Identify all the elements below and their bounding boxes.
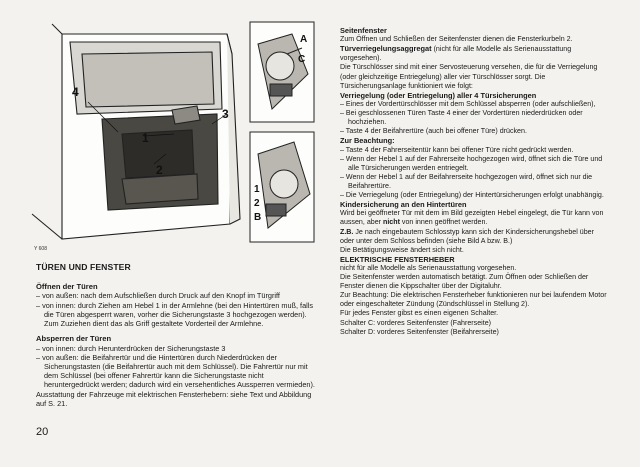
list-item: – Wenn der Hebel 1 auf der Beifahrerseite hochgezogen wird, öffnet sich nur die Beifahrertüre. (340, 173, 610, 191)
door-drawing (22, 14, 318, 254)
kindersicherung-text (340, 209, 610, 227)
subhead-seitenfenster: Seitenfenster (340, 26, 387, 35)
tuerverriegelung-text: Die Türschlösser sind mit einer Servosteuerung versehen, die für die Verriegelung (oder gleichzeitige Entriegelung) aller vier Türschlösser sorgt. Die Türsicherungsanlage funktioniert wie folgt: (340, 63, 598, 90)
zb-label: Z.B. (340, 227, 354, 236)
subhead-absperren: Absperren der Türen (36, 334, 112, 344)
inset-a-label: A (300, 34, 308, 45)
list-item: – von außen: die Beifahrertür und die Hintertüren durch Niederdrücken der Sicherungstasten (die Beifahrertür auch mit dem Schlüssel). Die Fahrertür nur mit dem Schlüssel (bei offener Fahrertür kann die Sicherungstaste nicht heruntergedrückt werden; dadurch wird ein versehentliches Aussperren vermieden). (36, 353, 318, 390)
subhead-tuerverriegelung: Türverriegelungsaggregat (340, 44, 432, 54)
list-oeffnen (36, 291, 318, 328)
ef-line: Schalter D: vorderes Seitenfenster (Beifahrerseite) (340, 327, 499, 336)
ks-text-bold: nicht (383, 218, 400, 227)
callout-4: 4 (72, 85, 79, 99)
ks-text-a: Wird bei geöffneter Tür mit dem im Bild gezeigten Hebel eingelegt, die Tür kann von aussen, aber (340, 209, 604, 227)
list-item: – von außen: nach dem Aufschließen durch Druck auf den Knopf im Türgriff (36, 291, 318, 300)
ef-line: Die Seitenfenster werden automatisch betätigt. Zum Öffnen oder Schließen der Fenster dienen die Kippschalter über der Digitaluhr. (340, 273, 589, 291)
subhead-zur-beachtung: Zur Beachtung: (340, 136, 395, 146)
page-number: 20 (36, 426, 49, 438)
list-item: – Eines der Vordertürschlösser mit dem Schlüssel absperren (oder aufschließen), (340, 100, 610, 109)
section-absperren (36, 334, 318, 408)
list-zur-beachtung (340, 146, 610, 201)
ef-line: Zur Beachtung: Die elektrischen Fensterheber funktionieren nur bei laufendem Motor oder eingeschalteter Zündung (Zündschlüssel in Stellung 2). (340, 291, 607, 309)
inset-b-label: B (254, 212, 262, 223)
inset-b-callout-2: 2 (254, 198, 260, 209)
left-column (36, 262, 318, 414)
zb-text (340, 228, 610, 246)
subhead-oeffnen: Öffnen der Türen (36, 282, 98, 291)
subhead-elektrische-fensterheber: ELEKTRISCHE FENSTERHEBER (340, 254, 455, 264)
section-heading: TÜREN UND FENSTER (36, 262, 131, 272)
inset-b-callout-1: 1 (254, 184, 260, 195)
right-column (340, 26, 610, 337)
callout-3: 3 (222, 107, 229, 121)
seitenfenster-text: Zum Öffnen und Schließen der Seitenfenster dienen die Fensterkurbeln 2. (340, 35, 573, 44)
list-item: – von innen: durch Herunterdrücken der Sicherungstaste 3 (36, 344, 318, 353)
list-item: – Taste 4 der Beifahrertüre (auch bei offener Türe) drücken. (340, 127, 610, 136)
list-item: – Bei geschlossenen Türen Taste 4 einer der Vordertüren niederdrücken oder hochziehen. (340, 109, 610, 127)
ks-text-b: von innen geöffnet werden. (399, 218, 488, 227)
figure-code: Y 608 (34, 246, 47, 252)
door-illustration (22, 14, 318, 254)
list-verriegelung (340, 100, 610, 136)
ef-line: Für jedes Fenster gibst es einen eigenen Schalter. (340, 309, 499, 318)
list-item: – Die Verriegelung (oder Entriegelung) der Hintertürsicherungen erfolgt unabhängig. (340, 191, 610, 200)
zb-body: Je nach eingebautem Schlosstyp kann sich der Kindersicherungshebel über oder unter dem Schloss befinden (siehe Bild A bzw. B.) (340, 227, 594, 245)
callout-1: 1 (142, 131, 149, 145)
ef-line: nicht für alle Modelle als Serienausstattung vorgesehen. (340, 263, 517, 272)
inset-a-switch-c: C (298, 54, 306, 65)
zb-text2: Die Betätigungsweise ändert sich nicht. (340, 245, 464, 254)
list-item: – Wenn der Hebel 1 auf der Fahrerseite hochgezogen wird, öffnet sich die Türe und alle Türsicherungen werden entriegelt. (340, 155, 610, 173)
list-item: – von innen: durch Ziehen am Hebel 1 in der Armlehne (bei den Hintertüren muß, falls die Türen abgesperrt waren, vorher die Sicherungstaste 3 hochgezogen werden). Zum Zuziehen dient das als Griff gestaltete Vorderteil der Armlehne. (36, 301, 318, 329)
subhead-verriegelung: Verriegelung (oder Entriegelung) aller 4 Türsicherungen (340, 90, 537, 100)
subhead-kindersicherung: Kindersicherung an den Hintertüren (340, 200, 467, 210)
section-oeffnen (36, 282, 318, 328)
list-absperren (36, 344, 318, 390)
callout-2: 2 (156, 163, 163, 177)
ef-line: Schalter C: vorderes Seitenfenster (Fahrerseite) (340, 318, 492, 327)
absperren-footer: Ausstattung der Fahrzeuge mit elektrischen Fensterhebern: siehe Text und Abbildung auf S. 21. (36, 389, 312, 408)
list-item: – Taste 4 der Fahrerseitentür kann bei offener Türe nicht gedrückt werden. (340, 146, 610, 155)
tuerverriegelung-suffix: (nicht für alle Modelle als Serienausstattung vorgesehen). (340, 45, 572, 63)
